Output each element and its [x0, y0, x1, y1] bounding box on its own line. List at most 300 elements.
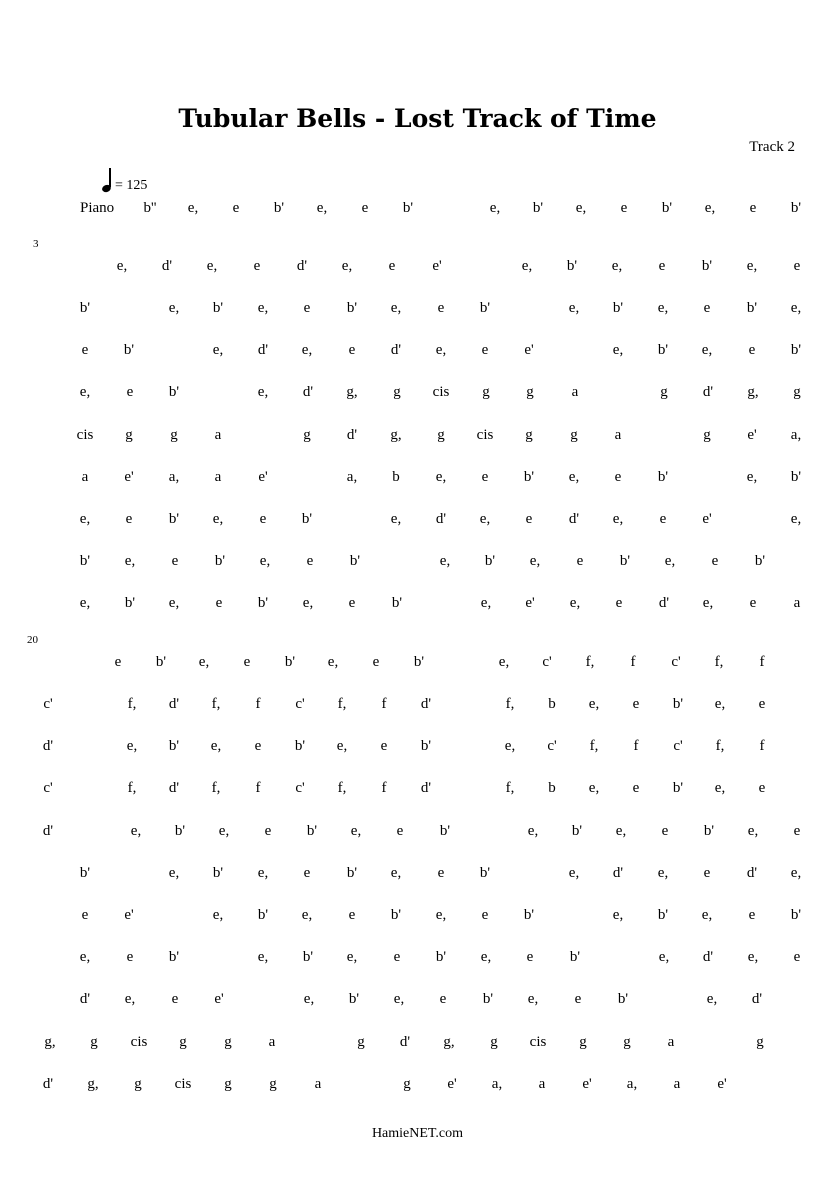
note-name: b': [306, 823, 318, 839]
note-name: e,: [790, 511, 802, 527]
note-name: b': [301, 511, 313, 527]
measure-number: 20: [27, 634, 38, 646]
note-name: e: [711, 553, 719, 569]
note-name: b': [672, 780, 684, 796]
note-name: g: [482, 384, 490, 400]
note-name: f,: [337, 696, 347, 712]
note-name: e,: [612, 342, 624, 358]
note-name: e,: [702, 595, 714, 611]
note-name: f: [759, 738, 765, 754]
note-line: [0, 991, 835, 1011]
note-name: b: [392, 469, 400, 485]
note-name: g,: [346, 384, 358, 400]
note-name: g: [579, 1034, 587, 1050]
note-name: f,: [127, 780, 137, 796]
note-name: b': [174, 823, 186, 839]
note-line: [0, 1076, 835, 1096]
note-name: b': [257, 907, 269, 923]
note-name: e,: [747, 823, 759, 839]
note-name: a,: [346, 469, 358, 485]
note-name: f: [759, 654, 765, 670]
note-name: e: [388, 258, 396, 274]
note-line: [0, 258, 835, 278]
note-line: [0, 865, 835, 885]
note-name: e: [303, 300, 311, 316]
note-name: g,: [390, 427, 402, 443]
note-name: b': [212, 865, 224, 881]
note-name: f: [381, 696, 387, 712]
note-name: e: [758, 780, 766, 796]
note-name: b': [484, 553, 496, 569]
note-line: [0, 1034, 835, 1054]
note-name: g,: [443, 1034, 455, 1050]
note-name: e,: [79, 595, 91, 611]
note-line: [0, 300, 835, 320]
note-name: e: [749, 595, 757, 611]
note-name: e': [747, 427, 757, 443]
note-name: g: [269, 1076, 277, 1092]
note-name: d': [296, 258, 308, 274]
note-name: e': [702, 511, 712, 527]
instrument-name: Piano: [80, 200, 115, 216]
note-name: e: [348, 342, 356, 358]
note-name: g: [526, 384, 534, 400]
note-name: d': [346, 427, 358, 443]
note-name: g,: [87, 1076, 99, 1092]
note-name: b': [346, 865, 358, 881]
note-name: e: [614, 469, 622, 485]
note-name: a,: [790, 427, 802, 443]
note-name: d': [568, 511, 580, 527]
note-name: e,: [575, 200, 587, 216]
note-name: g: [224, 1034, 232, 1050]
note-name: d': [658, 595, 670, 611]
note-name: g: [357, 1034, 365, 1050]
note-name: c': [673, 738, 683, 754]
note-name: e: [620, 200, 628, 216]
note-name: d': [302, 384, 314, 400]
note-line: [0, 553, 835, 573]
note-name: e': [582, 1076, 592, 1092]
note-name: e,: [504, 738, 516, 754]
note-name: b': [701, 258, 713, 274]
note-name: d': [42, 823, 54, 839]
note-name: e,: [701, 907, 713, 923]
note-name: b': [566, 258, 578, 274]
note-name: e,: [393, 991, 405, 1007]
note-name: e,: [336, 738, 348, 754]
note-name: e': [214, 991, 224, 1007]
note-name: e,: [746, 469, 758, 485]
note-name: e: [253, 258, 261, 274]
note-name: d': [168, 780, 180, 796]
note-name: e: [171, 991, 179, 1007]
note-name: e: [380, 738, 388, 754]
note-name: b': [124, 595, 136, 611]
note-name: b': [212, 300, 224, 316]
note-name: c': [295, 696, 305, 712]
note-name: b': [657, 907, 669, 923]
note-name: d': [399, 1034, 411, 1050]
note-name: e,: [168, 300, 180, 316]
note-name: e: [632, 696, 640, 712]
note-name: d': [751, 991, 763, 1007]
note-name: a: [571, 384, 579, 400]
note-name: e: [659, 511, 667, 527]
note-name: d': [42, 738, 54, 754]
note-name: a,: [168, 469, 180, 485]
note-name: e,: [657, 865, 669, 881]
note-name: cis: [529, 1034, 547, 1050]
note-name: e: [481, 907, 489, 923]
note-name: e: [264, 823, 272, 839]
note-name: e': [717, 1076, 727, 1092]
note-name: e,: [790, 865, 802, 881]
note-name: f,: [585, 654, 595, 670]
note-line: [0, 780, 835, 800]
note-name: e': [258, 469, 268, 485]
note-name: e: [254, 738, 262, 754]
note-name: g: [437, 427, 445, 443]
note-name: e,: [480, 949, 492, 965]
note-name: e: [748, 907, 756, 923]
note-name: d': [79, 991, 91, 1007]
note-name: e: [574, 991, 582, 1007]
note-name: e,: [301, 342, 313, 358]
note-name: e,: [206, 258, 218, 274]
note-name: e: [348, 907, 356, 923]
note-name: g: [660, 384, 668, 400]
note-name: e,: [439, 553, 451, 569]
note-name: e': [124, 907, 134, 923]
note-name: e,: [568, 469, 580, 485]
note-name: e,: [350, 823, 362, 839]
note-name: c': [547, 738, 557, 754]
score-title: Tubular Bells - Lost Track of Time: [178, 104, 657, 133]
note-name: e,: [303, 991, 315, 1007]
note-name: e: [125, 511, 133, 527]
note-name: e,: [714, 696, 726, 712]
note-name: a: [538, 1076, 546, 1092]
note-name: e,: [489, 200, 501, 216]
note-line: [0, 696, 835, 716]
note-name: b': [168, 511, 180, 527]
note-name: e,: [79, 949, 91, 965]
note-name: cis: [130, 1034, 148, 1050]
note-name: e: [439, 991, 447, 1007]
note-name: e: [81, 907, 89, 923]
note-name: g: [403, 1076, 411, 1092]
footer-credit: HamieNET.com: [371, 1126, 464, 1141]
note-name: e: [306, 553, 314, 569]
note-name: b': [420, 738, 432, 754]
note-name: e: [232, 200, 240, 216]
note-name: e: [793, 823, 801, 839]
note-name: d': [42, 1076, 54, 1092]
note-name: d': [420, 780, 432, 796]
quarter-note-icon: [101, 168, 115, 194]
note-name: e,: [480, 595, 492, 611]
note-name: e,: [714, 780, 726, 796]
note-name: b': [79, 865, 91, 881]
note-name: e,: [302, 595, 314, 611]
tempo-value: = 125: [115, 178, 148, 193]
note-name: e,: [588, 696, 600, 712]
note-name: e': [447, 1076, 457, 1092]
note-name: a: [614, 427, 622, 443]
note-name: e: [748, 342, 756, 358]
note-name: e: [632, 780, 640, 796]
note-name: e,: [527, 823, 539, 839]
note-name: e: [793, 258, 801, 274]
note-name: a,: [626, 1076, 638, 1092]
note-name: c': [43, 780, 53, 796]
note-name: b': [391, 595, 403, 611]
note-name: f: [630, 654, 636, 670]
note-line: [0, 823, 835, 843]
note-name: b': [569, 949, 581, 965]
note-name: e: [126, 949, 134, 965]
note-name: e: [481, 342, 489, 358]
note-name: c': [43, 696, 53, 712]
note-name: b': [273, 200, 285, 216]
note-name: b': [402, 200, 414, 216]
note-name: e,: [130, 823, 142, 839]
note-name: b': [257, 595, 269, 611]
note-name: e,: [615, 823, 627, 839]
note-name: b': [302, 949, 314, 965]
note-name: e: [396, 823, 404, 839]
note-name: a: [667, 1034, 675, 1050]
note-name: e,: [116, 258, 128, 274]
note-name: b': [413, 654, 425, 670]
note-name: e,: [612, 511, 624, 527]
track-label: Track 2: [749, 139, 795, 155]
note-name: e: [703, 865, 711, 881]
note-name: b': [390, 907, 402, 923]
note-name: e: [758, 696, 766, 712]
note-name: b': [617, 991, 629, 1007]
note-name: e': [525, 595, 535, 611]
note-name: e: [215, 595, 223, 611]
note-name: e: [372, 654, 380, 670]
note-name: g: [793, 384, 801, 400]
note-name: b': [479, 300, 491, 316]
note-name: a: [214, 427, 222, 443]
note-name: cis: [76, 427, 94, 443]
note-name: g: [570, 427, 578, 443]
note-name: d': [161, 258, 173, 274]
note-name: e: [437, 300, 445, 316]
note-line: [0, 949, 835, 969]
note-name: b': [657, 342, 669, 358]
note-name: b': [523, 907, 535, 923]
note-name: b': [439, 823, 451, 839]
note-name: e,: [790, 300, 802, 316]
note-name: e,: [212, 511, 224, 527]
note-name: b': [661, 200, 673, 216]
note-name: e: [576, 553, 584, 569]
note-name: e,: [498, 654, 510, 670]
note-name: e,: [435, 907, 447, 923]
note-name: g: [125, 427, 133, 443]
note-name: e: [393, 949, 401, 965]
note-name: d': [702, 384, 714, 400]
note-name: a: [214, 469, 222, 485]
note-name: b': [168, 384, 180, 400]
note-name: b': [532, 200, 544, 216]
note-name: b': [746, 300, 758, 316]
note-name: d': [420, 696, 432, 712]
note-name: d': [390, 342, 402, 358]
note-name: b': [435, 949, 447, 965]
note-name: e,: [390, 865, 402, 881]
note-name: b': [479, 865, 491, 881]
note-name: e,: [346, 949, 358, 965]
note-name: e,: [747, 949, 759, 965]
note-name: e,: [390, 300, 402, 316]
note-name: e,: [588, 780, 600, 796]
note-name: e,: [529, 553, 541, 569]
note-name: a: [314, 1076, 322, 1092]
note-name: f,: [715, 738, 725, 754]
note-name: b': [168, 738, 180, 754]
note-name: a: [81, 469, 89, 485]
note-name: e,: [527, 991, 539, 1007]
note-name: e: [526, 949, 534, 965]
note-name: b': [523, 469, 535, 485]
note-name: e: [437, 865, 445, 881]
measure-number: 3: [33, 238, 39, 250]
note-name: d': [168, 696, 180, 712]
note-name: b: [548, 780, 556, 796]
note-name: b': [790, 342, 802, 358]
note-name: e,: [611, 258, 623, 274]
note-line: [0, 511, 835, 531]
note-name: b': [703, 823, 715, 839]
note-name: cis: [476, 427, 494, 443]
note-name: g: [525, 427, 533, 443]
note-name: g,: [44, 1034, 56, 1050]
note-name: g: [134, 1076, 142, 1092]
note-name: b': [571, 823, 583, 839]
note-name: e': [432, 258, 442, 274]
note-name: b': [284, 654, 296, 670]
note-name: e: [81, 342, 89, 358]
note-name: b': [754, 553, 766, 569]
note-name: e,: [126, 738, 138, 754]
note-name: e,: [198, 654, 210, 670]
note-name: e,: [706, 991, 718, 1007]
note-name: b': [79, 553, 91, 569]
note-name: f: [633, 738, 639, 754]
note-name: e,: [746, 258, 758, 274]
note-name: e,: [212, 342, 224, 358]
note-name: b': [155, 654, 167, 670]
note-name: b': [123, 342, 135, 358]
note-name: e,: [657, 300, 669, 316]
note-name: g: [703, 427, 711, 443]
note-name: e,: [435, 342, 447, 358]
note-name: f,: [589, 738, 599, 754]
note-name: e,: [168, 595, 180, 611]
note-name: e,: [187, 200, 199, 216]
note-name: b'': [143, 200, 157, 216]
note-name: cis: [432, 384, 450, 400]
note-line: [0, 907, 835, 927]
note-name: e,: [257, 300, 269, 316]
note-name: e,: [568, 300, 580, 316]
note-name: f,: [505, 780, 515, 796]
note-name: c': [542, 654, 552, 670]
note-name: b': [294, 738, 306, 754]
note-name: e,: [435, 469, 447, 485]
note-name: b': [790, 200, 802, 216]
note-name: e: [348, 595, 356, 611]
note-name: e,: [327, 654, 339, 670]
note-name: b': [619, 553, 631, 569]
note-name: f,: [127, 696, 137, 712]
note-name: e,: [568, 865, 580, 881]
note-name: e,: [259, 553, 271, 569]
note-name: a: [673, 1076, 681, 1092]
note-name: f,: [211, 696, 221, 712]
note-name: e,: [316, 200, 328, 216]
note-name: e,: [301, 907, 313, 923]
note-name: e,: [701, 342, 713, 358]
note-name: g: [393, 384, 401, 400]
note-name: f: [255, 780, 261, 796]
note-name: e,: [79, 511, 91, 527]
note-name: g: [623, 1034, 631, 1050]
note-name: e: [661, 823, 669, 839]
note-name: a: [268, 1034, 276, 1050]
note-name: g: [224, 1076, 232, 1092]
note-name: b': [790, 907, 802, 923]
note-name: b': [349, 553, 361, 569]
note-name: e,: [658, 949, 670, 965]
note-name: e: [615, 595, 623, 611]
note-name: e: [259, 511, 267, 527]
note-name: d': [435, 511, 447, 527]
note-name: e': [124, 469, 134, 485]
note-name: b': [612, 300, 624, 316]
note-name: d': [702, 949, 714, 965]
note-name: e,: [341, 258, 353, 274]
note-line: [0, 427, 835, 447]
note-line: [0, 595, 835, 615]
note-name: e: [525, 511, 533, 527]
note-name: f,: [505, 696, 515, 712]
note-name: e: [361, 200, 369, 216]
note-name: b': [790, 469, 802, 485]
note-name: e: [703, 300, 711, 316]
note-name: b: [548, 696, 556, 712]
note-name: g: [90, 1034, 98, 1050]
note-name: b': [79, 300, 91, 316]
note-name: e: [114, 654, 122, 670]
note-name: e,: [479, 511, 491, 527]
note-name: e,: [124, 553, 136, 569]
note-name: g: [170, 427, 178, 443]
note-name: e,: [257, 865, 269, 881]
note-name: e,: [390, 511, 402, 527]
note-name: e: [126, 384, 134, 400]
note-name: f: [381, 780, 387, 796]
note-name: d': [257, 342, 269, 358]
note-name: e: [243, 654, 251, 670]
note-line: [0, 469, 835, 489]
